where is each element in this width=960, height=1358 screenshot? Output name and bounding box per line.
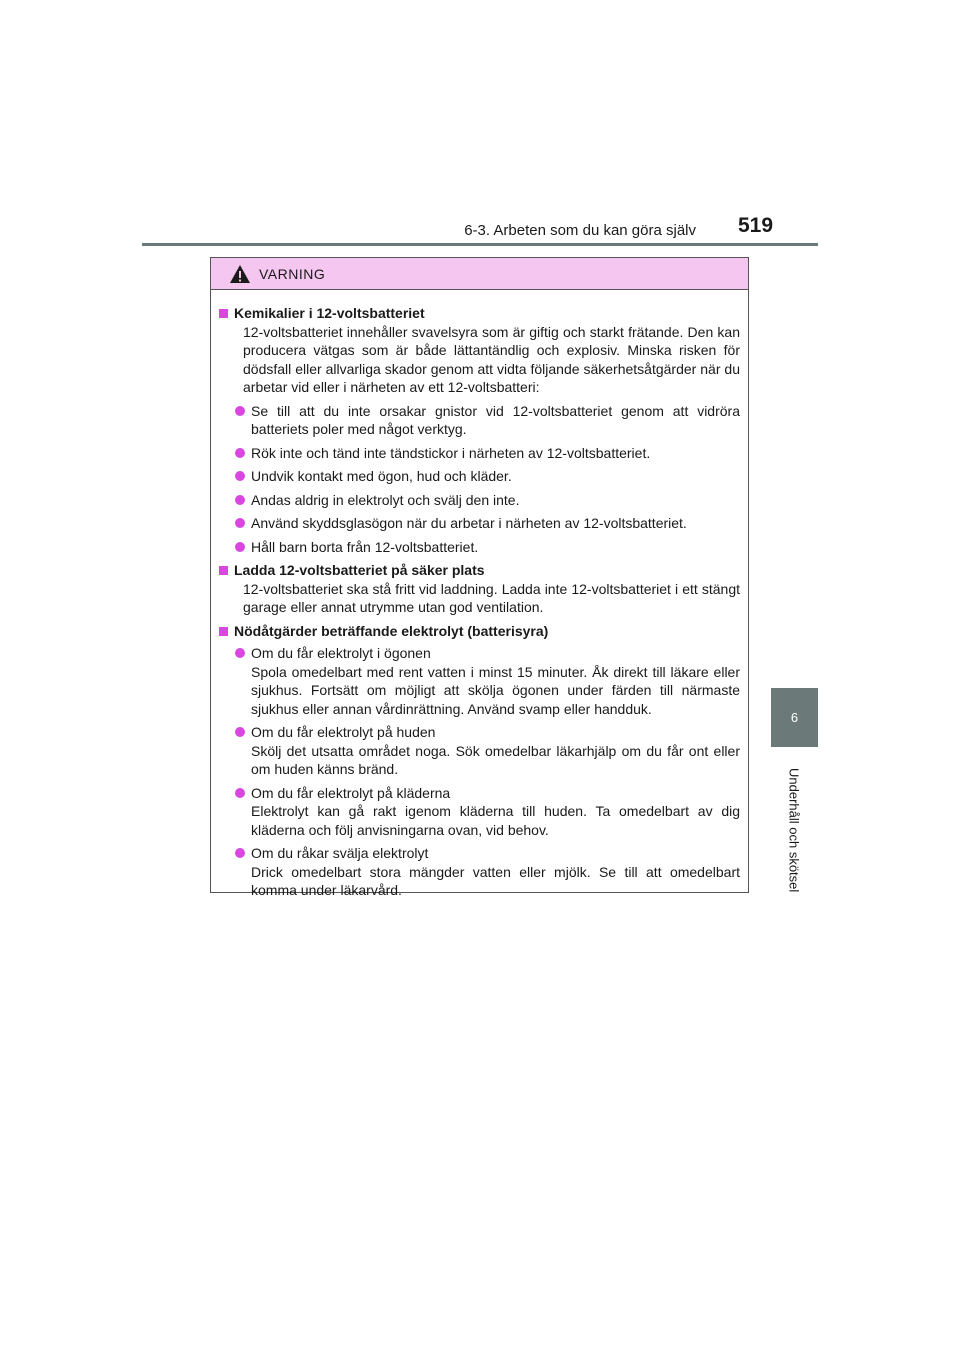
warning-box	[210, 257, 749, 898]
section-text: 12-voltsbatteriet ska stå fritt vid laddning. Ladda inte 12-voltsbatteriet i ett stängt garage eller annat utrymme utan god ventilation.	[243, 580, 740, 615]
square-bullet-icon	[219, 566, 228, 575]
square-bullet-icon	[219, 627, 228, 636]
chapter-label	[770, 760, 818, 900]
list-item	[219, 784, 740, 840]
section-heading	[219, 304, 740, 323]
list-item-text: Använd skyddsglasögon när du arbetar i närheten av 12-voltsbatteriet.	[251, 515, 687, 531]
list-item-text: Undvik kontakt med ögon, hud och kläder.	[251, 468, 512, 484]
list-item-body: Spola omedelbart med rent vatten i minst 15 minuter. Åk direkt till läkare eller sjukhus. Fortsätt om möjligt att skölja ögonen under färden till närmaste sjukhus eller annan vårdinrättning. Använd svamp eller handduk.	[251, 663, 740, 717]
section-title: Nödåtgärder beträffande elektrolyt (batterisyra)	[234, 622, 549, 639]
list-item	[219, 467, 740, 486]
section-heading	[219, 561, 740, 580]
section-text: 12-voltsbatteriet innehåller svavelsyra som är giftig och starkt frätande. Den kan producera vätgas som är både lättantändlig och explosiv. Minska risken för dödsfall eller allvarliga skador genom att vidta följande säkerhetsåtgärder när du arbetar vid eller i närheten av ett 12-voltsbatteri:	[243, 323, 740, 395]
section-title: Ladda 12-voltsbatteriet på säker plats	[234, 562, 485, 578]
round-bullet-icon	[235, 727, 245, 737]
square-bullet-icon	[219, 309, 228, 318]
list-item-text	[251, 644, 740, 718]
round-bullet-icon	[235, 518, 245, 528]
list-item-text: Håll barn borta från 12-voltsbatteriet.	[251, 538, 479, 555]
list-item-body: Skölj det utsatta området noga. Sök omedelbar läkarhjälp om du får ont eller om huden känns bränd.	[251, 742, 740, 777]
list-item-text: Andas aldrig in elektrolyt och svälj den inte.	[251, 491, 520, 508]
warning-header	[211, 258, 748, 290]
list-item-heading: Om du råkar svälja elektrolyt	[251, 845, 429, 861]
chapter-title: Underhåll och skötsel	[786, 767, 802, 893]
list-item-text	[251, 844, 740, 900]
round-bullet-icon	[235, 648, 245, 658]
header-rule	[142, 243, 818, 246]
page-number: 519	[738, 214, 774, 237]
list-item-text: Se till att du inte orsakar gnistor vid 12-voltsbatteriet genom att vidröra batteriets poler med något verktyg.	[251, 402, 740, 437]
round-bullet-icon	[235, 406, 245, 416]
warning-body	[211, 290, 748, 900]
section-title: Kemikalier i 12-voltsbatteriet	[234, 305, 425, 321]
list-item	[219, 491, 740, 510]
list-item	[219, 723, 740, 779]
list-item-text	[251, 723, 740, 779]
round-bullet-icon	[235, 542, 245, 552]
list-item-heading: Om du får elektrolyt på kläderna	[251, 784, 451, 801]
section-title: 6-3. Arbeten som du kan göra själv	[464, 222, 696, 239]
warning-triangle-icon	[229, 264, 251, 284]
round-bullet-icon	[235, 788, 245, 798]
list-item-body: Elektrolyt kan gå rakt igenom kläderna till huden. Ta omedelbart av dig kläderna och följ anvisningarna ovan, vid behov.	[251, 803, 740, 838]
list-item-heading: Om du får elektrolyt på huden	[251, 724, 436, 740]
list-item	[219, 514, 740, 533]
list-item	[219, 844, 740, 900]
warning-label: VARNING	[259, 265, 326, 282]
chapter-tab[interactable]	[771, 688, 818, 747]
round-bullet-icon	[235, 448, 245, 458]
chapter-number: 6	[790, 710, 799, 725]
section-heading	[219, 622, 740, 641]
list-item	[219, 644, 740, 718]
list-item	[219, 402, 740, 439]
round-bullet-icon	[235, 495, 245, 505]
list-item	[219, 538, 740, 557]
list-item-text	[251, 784, 740, 840]
list-item-text: Rök inte och tänd inte tändstickor i närheten av 12-voltsbatteriet.	[251, 444, 651, 461]
list-item-body: Drick omedelbart stora mängder vatten eller mjölk. Se till att omedelbart komma under läkarvård.	[251, 863, 740, 898]
list-item-heading: Om du får elektrolyt i ögonen	[251, 645, 431, 661]
round-bullet-icon	[235, 848, 245, 858]
list-item	[219, 444, 740, 463]
round-bullet-icon	[235, 471, 245, 481]
